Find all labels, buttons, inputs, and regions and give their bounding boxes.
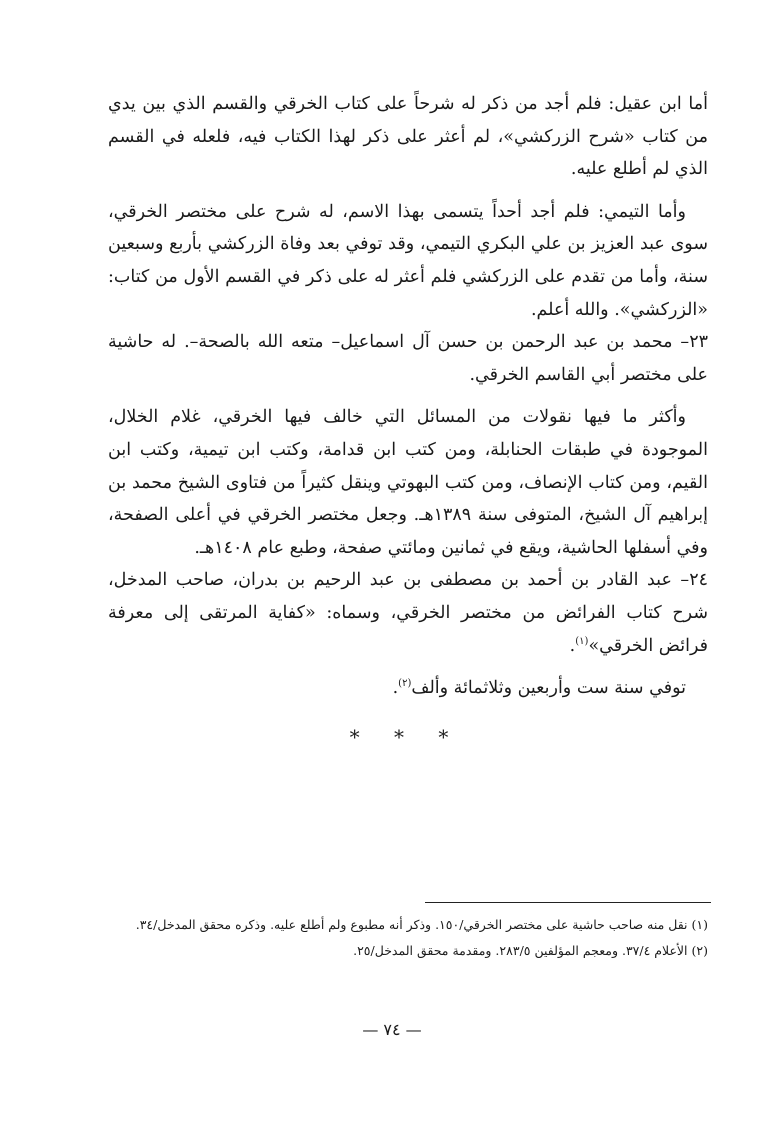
death-year-text: توفي سنة ست وأربعين وثلاثمائة وألف [411, 678, 686, 699]
footnote-1: (١) نقل منه صاحب حاشية على مختصر الخرقي/١٥٠. وذكر أنه مطبوع ولم أطلع عليه. وذكره محقق المدخل/٣٤. [135, 917, 708, 932]
paragraph-ibn-aqil: أما ابن عقيل: فلم أجد من ذكر له شرحاً على كتاب الخرقي والقسم الذي بين يدي من كتاب «شرح الزركشي»، لم أعثر على ذكر لهذا الكتاب فيه، فلعله في القسم الذي لم أطلع عليه. [108, 94, 708, 180]
footnote-rule [425, 902, 711, 903]
page-number: — ٧٤ — [362, 1020, 422, 1039]
paragraph-al-taymi: وأما التيمي: فلم أجد أحداً يتسمى بهذا الاسم، له شرح على مختصر الخرقي، سوى عبد العزيز بن علي البكري التيمي، وقد توفي بعد وفاة الزركشي بأربع وسبعين سنة، وأما من تقدم على الزركشي فلم أعثر له على ذكر في القسم الأول من كتاب: «الزركشي». والله أعلم. [108, 201, 708, 320]
paragraph-hashiya-contents: وأكثر ما فيها نقولات من المسائل التي خالف فيها الخرقي، غلام الخلال، الموجودة في طبقات الحنابلة، ومن كتب ابن قدامة، وكتب ابن تيمية، وكتب ابن القيم، ومن كتاب الإنصاف، ومن كتب البهوتي وينقل كثيراً من فتاوى الشيخ محمد بن إبراهيم آل الشيخ، المتوفى سنة ١٣٨٩هـ. وجعل مختصر الخرقي في أعلى الصفحة، وفي أسفلها الحاشية، ويقع في ثمانين ومائتي صفحة، وطبع عام ١٤٠٨هـ. [108, 407, 708, 558]
entry-24: ٢٤– عبد القادر بن أحمد بن مصطفى بن عبد الرحيم بن بدران، صاحب المدخل، شرح كتاب الفرائض من مختصر الخرقي، وسماه: «كفاية المرتقى إلى معرفة فرائض الخرقي»$^{(١)}$. [108, 570, 708, 656]
paragraph-death-year: توفي سنة ست وأربعين وثلاثمائة وألف$^{(٢)}$. [392, 678, 686, 699]
footnote-ref-1: (١) [575, 635, 589, 647]
footnotes [108, 912, 708, 964]
footnote-ref-2: (٢) [398, 678, 412, 690]
footnote-2: (٢) الأعلام ٣٧/٤. ومعجم المؤلفين ٢٨٣/٥. ومقدمة محقق المدخل/٢٥. [353, 943, 708, 958]
page-body [108, 88, 708, 749]
entry-23: ٢٣– محمد بن عبد الرحمن بن حسن آل اسماعيل– متعه الله بالصحة–. له حاشية على مختصر أبي القاسم الخرقي. [108, 332, 708, 385]
section-divider-stars: * * * [349, 724, 463, 749]
entry-24-text: ٢٤– عبد القادر بن أحمد بن مصطفى بن عبد الرحيم بن بدران، صاحب المدخل، شرح كتاب الفرائض من مختصر الخرقي، وسماه: «كفاية المرتقى إلى معرفة فرائض الخرقي» [108, 570, 708, 656]
